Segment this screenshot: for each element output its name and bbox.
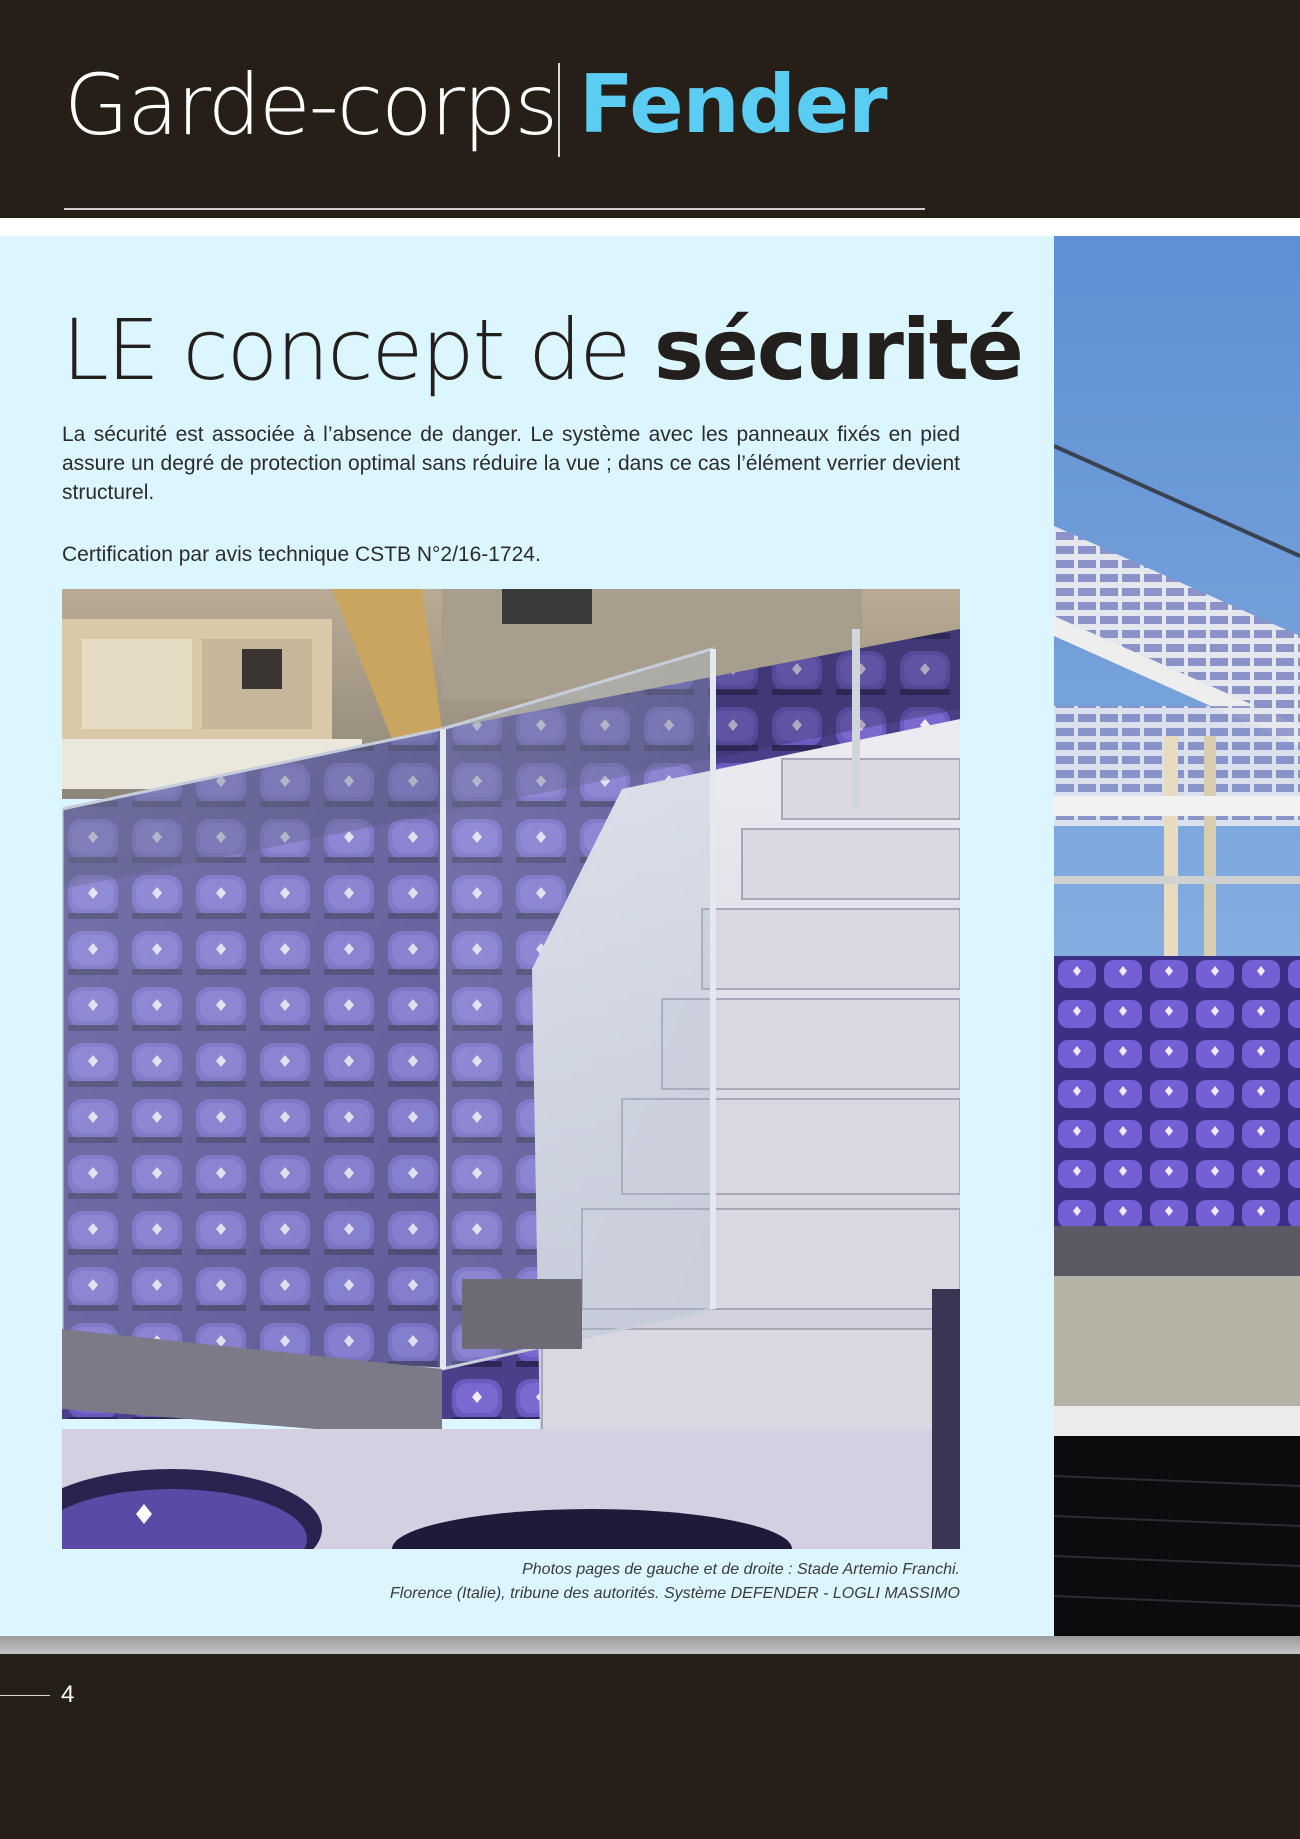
- stadium-stairs-photo: [62, 589, 960, 1549]
- stadium-side-photo: [1054, 236, 1300, 1636]
- header-title: [64, 55, 887, 155]
- caption-line-2: Florence (Italie), tribune des autorités. Système DEFENDER - LOGLI MASSIMO: [390, 1585, 960, 1602]
- footer-divider-band: [0, 1636, 1300, 1654]
- intro-paragraph: La sécurité est associée à l’absence de danger. Le système avec les panneaux fixés en pied assure un degré de protection optimal sans réduire la vue ; dans ce cas l’élément verrier devient structurel.: [62, 423, 960, 504]
- page-footer: [0, 1654, 1300, 1839]
- certification-text: Certification par avis technique CSTB N°2/16-1724.: [62, 543, 541, 566]
- caption-line-1: Photos pages de gauche et de droite : Stade Artemio Franchi.: [522, 1561, 960, 1578]
- page-header: [0, 0, 1300, 218]
- page-number: 4: [61, 1681, 75, 1708]
- title-bold-text: Fender: [579, 58, 887, 151]
- title-separator: [558, 63, 560, 157]
- photo-caption: [262, 1558, 960, 1606]
- heading-light-text: LE concept de: [62, 301, 654, 399]
- footer-rule: [0, 1695, 50, 1696]
- title-light-text: Garde-corps: [64, 56, 557, 154]
- heading-bold-text: sécurité: [653, 301, 1022, 399]
- title-underline: [64, 208, 925, 210]
- section-heading: [62, 300, 1042, 400]
